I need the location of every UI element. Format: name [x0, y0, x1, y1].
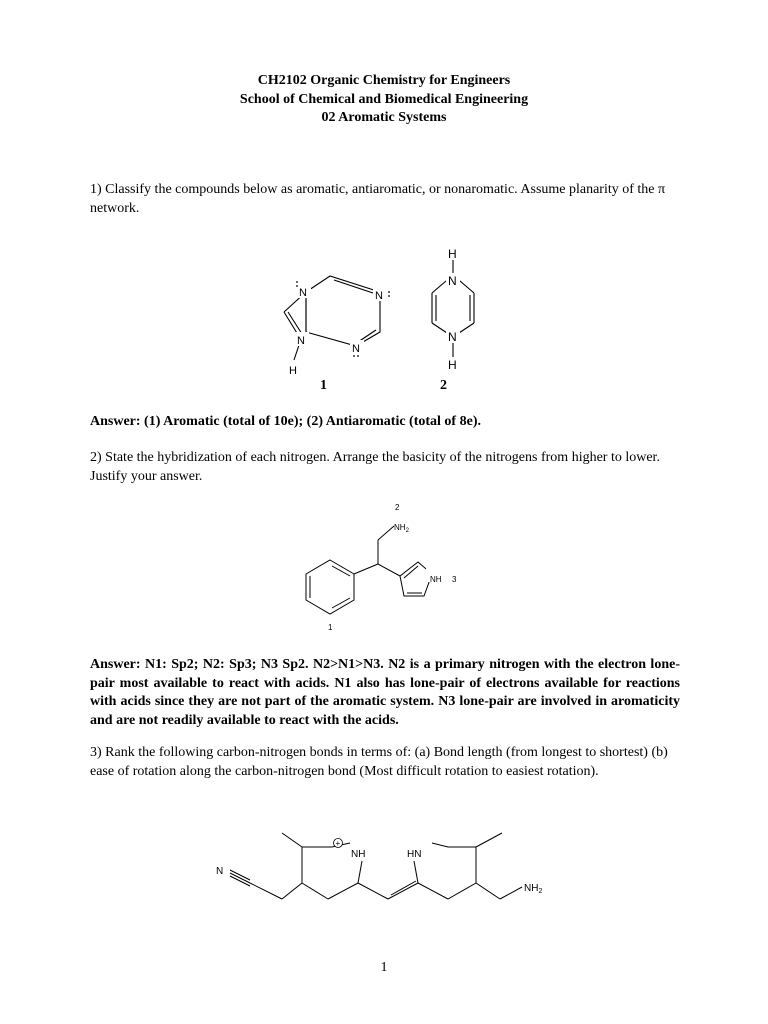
question-2: 2) State the hybridization of each nitrogen. Arrange the basicity of the nitrogens from higher to lower. Justify your answer. [90, 450, 660, 484]
structure-3-diagram [300, 500, 470, 635]
locant-1: 1 [328, 623, 333, 632]
atom-n: N [448, 274, 457, 288]
page-number: 1 [380, 960, 388, 975]
structure-1-diagram [270, 270, 410, 380]
iminium-nh-label: NH [351, 849, 366, 860]
atom-h: H [448, 358, 457, 372]
topic-title: 02 Aromatic Systems [321, 110, 447, 125]
answer-2: Answer: N1: Sp2; N2: Sp3; N3 Sp2. N2>N1>N3. N2 is a primary nitrogen with the electron lone-pair most available to react with acids. N1 also has lone-pair of electrons available for reactions with acids since they are not part of the aromatic system. N3 lone-pair are involved in aromaticity and are not readily available to react with the acids. [90, 657, 680, 728]
amine-nh2-label: $NH_2$ [524, 883, 543, 895]
compound-label-1: 1 [320, 378, 327, 393]
atom-n: N [352, 343, 360, 355]
locant-3: 3 [452, 575, 457, 584]
nitrile-n-label: N [216, 866, 224, 877]
course-title: CH2102 Organic Chemistry for Engineers [257, 73, 511, 88]
pyrrole-nh-label: NH [430, 575, 442, 584]
question-3: 3) Rank the following carbon-nitrogen bonds in terms of: (a) Bond length (from longest to shortest) (b) ease of rotation along the carbon-nitrogen bond (Most difficult rotation to easiest rotation). [90, 745, 668, 779]
answer-1: Answer: (1) Aromatic (total of 10e); (2) Antiaromatic (total of 8e). [90, 414, 481, 429]
atom-h: H [448, 247, 457, 261]
amine-label: $NH_2$ [394, 523, 409, 534]
structure-4-diagram [210, 825, 560, 915]
svg-text:+: + [335, 839, 341, 848]
compound-label-2: 2 [440, 378, 447, 393]
atom-n: N [297, 335, 305, 347]
atom-n: N [299, 287, 307, 299]
locant-2: 2 [395, 503, 400, 512]
atom-h: H [289, 365, 297, 377]
structure-2-diagram [418, 245, 488, 375]
atom-n: N [448, 330, 457, 344]
question-1: 1) Classify the compounds below as aromatic, antiaromatic, or nonaromatic. Assume planarity of the π network. [90, 182, 666, 216]
school-name: School of Chemical and Biomedical Engineering [239, 91, 529, 107]
atom-n: N [375, 290, 383, 302]
document-header [0, 72, 768, 128]
amine-hn-label: HN [407, 849, 422, 860]
